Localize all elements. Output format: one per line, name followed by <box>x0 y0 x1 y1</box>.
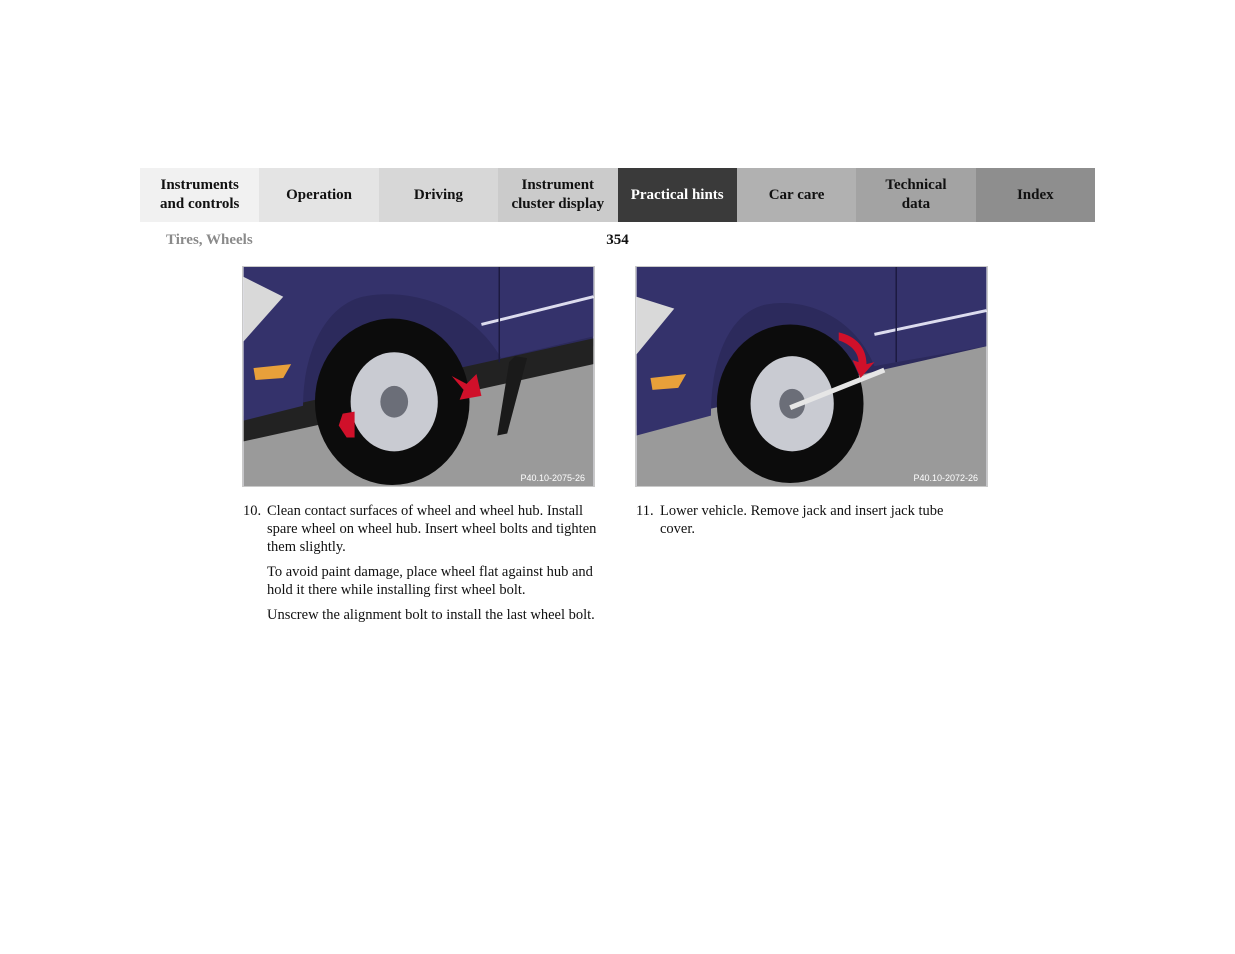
tab-operation[interactable]: Operation <box>259 168 378 222</box>
tab-instrument-cluster-display[interactable]: Instrument cluster display <box>498 168 617 222</box>
step-text: Lower vehicle. Remove jack and insert jack tube cover. <box>660 503 944 537</box>
step-note: To avoid paint damage, place wheel flat against hub and hold it there while installing first wheel bolt. <box>267 564 593 598</box>
step-number: 10. <box>243 503 262 519</box>
page-number: 354 <box>606 232 629 248</box>
step-11 <box>636 502 981 545</box>
wheel-hub <box>380 386 408 418</box>
tab-practical-hints[interactable]: Practical hints <box>618 168 737 222</box>
step-number: 11. <box>636 503 654 519</box>
step-note: Unscrew the alignment bolt to install the last wheel bolt. <box>267 607 595 623</box>
figure-code: P40.10-2075-26 <box>520 473 585 483</box>
tab-index[interactable]: Index <box>976 168 1095 222</box>
car-wheel-illustration <box>636 267 987 486</box>
tab-car-care[interactable]: Car care <box>737 168 856 222</box>
tab-technical-data[interactable]: Technical data <box>856 168 975 222</box>
car-wheel-illustration <box>243 267 594 486</box>
chapter-nav <box>140 168 1095 222</box>
tab-driving[interactable]: Driving <box>379 168 498 222</box>
figure-lower-vehicle <box>635 266 988 487</box>
figure-code: P40.10-2072-26 <box>913 473 978 483</box>
tab-instruments-and-controls[interactable]: Instruments and controls <box>140 168 259 222</box>
step-10 <box>243 502 605 631</box>
step-text: Clean contact surfaces of wheel and wheel hub. Install spare wheel on wheel hub. Insert wheel bolts and tighten them slightly. <box>267 503 597 555</box>
section-title: Tires, Wheels <box>166 232 253 248</box>
figure-install-spare-wheel <box>242 266 595 487</box>
